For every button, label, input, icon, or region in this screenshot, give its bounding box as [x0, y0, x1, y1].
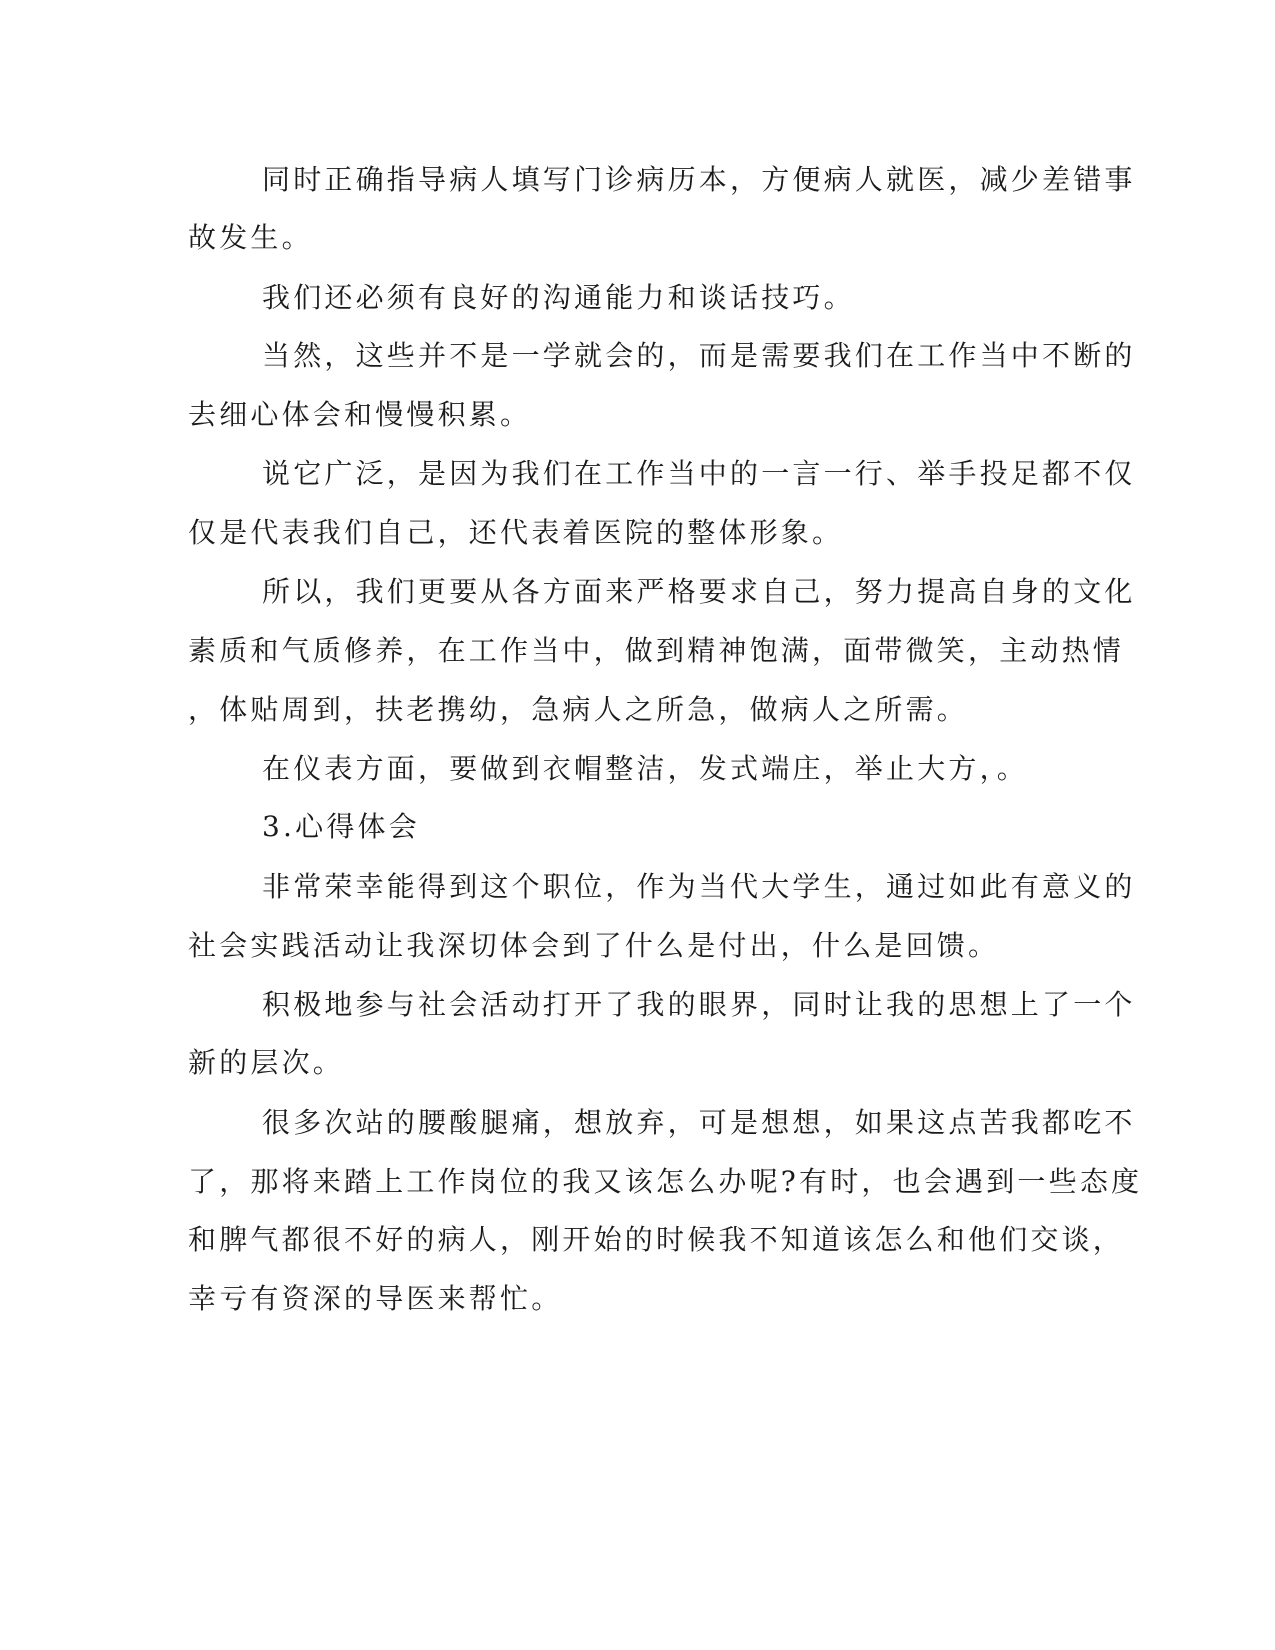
text-line: 非常荣幸能得到这个职位，作为当代大学生，通过如此有意义的 [262, 870, 1136, 903]
text-line: 社会实践活动让我深切体会到了什么是付出，什么是回馈。 [188, 929, 1000, 962]
text-line: 了，那将来踏上工作岗位的我又该怎么办呢?有时，也会遇到一些态度 [188, 1165, 1143, 1198]
section-heading: 3.心得体会 [262, 810, 420, 843]
text-line: ，体贴周到，扶老携幼，急病人之所急，做病人之所需。 [188, 693, 969, 726]
text-line: 在仪表方面，要做到衣帽整洁，发式端庄，举止大方，。 [262, 752, 1029, 785]
text-line: 积极地参与社会活动打开了我的眼界，同时让我的思想上了一个 [262, 988, 1136, 1021]
text-line: 同时正确指导病人填写门诊病历本，方便病人就医，减少差错事 [262, 163, 1136, 196]
text-line: 和脾气都很不好的病人，刚开始的时候我不知道该怎么和他们交谈， [188, 1223, 1125, 1256]
text-line: 新的层次。 [188, 1046, 345, 1079]
text-line: 说它广泛，是因为我们在工作当中的一言一行、举手投足都不仅 [262, 457, 1136, 490]
text-line: 当然，这些并不是一学就会的，而是需要我们在工作当中不断的 [262, 339, 1136, 372]
text-line: 仅是代表我们自己，还代表着医院的整体形象。 [188, 516, 844, 549]
text-line: 幸亏有资深的导医来帮忙。 [188, 1282, 563, 1315]
text-line: 素质和气质修养，在工作当中，做到精神饱满，面带微笑，主动热情 [188, 634, 1125, 667]
text-line: 去细心体会和慢慢积累。 [188, 398, 532, 431]
text-line: 我们还必须有良好的沟通能力和谈话技巧。 [262, 281, 855, 314]
text-line: 故发生。 [188, 221, 313, 254]
text-line: 所以，我们更要从各方面来严格要求自己，努力提高自身的文化 [262, 575, 1136, 608]
text-line: 很多次站的腰酸腿痛，想放弃，可是想想，如果这点苦我都吃不 [262, 1106, 1136, 1139]
